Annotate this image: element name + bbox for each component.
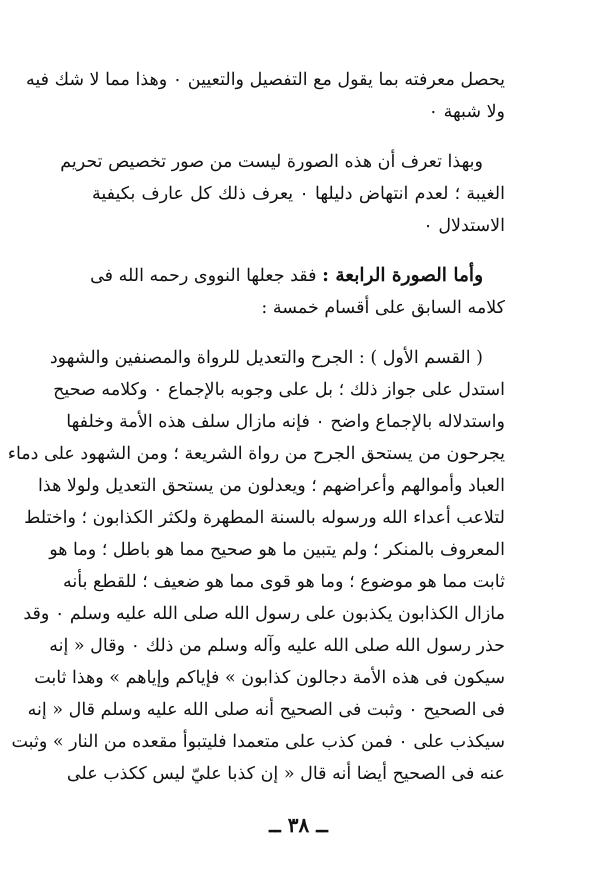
text-line: واستدلاله بالإجماع واضح ٠ فإنه مازال سلف هذه الأمة وخلفها [66, 412, 505, 432]
paragraph [60, 146, 505, 242]
text-line: كلامه السابق على أقسام خمسة : [261, 298, 505, 318]
paragraph [25, 64, 505, 128]
paragraph [7, 342, 505, 790]
page-body [7, 64, 505, 790]
section-heading: وأما الصورة الرابعة : [322, 265, 483, 286]
text-line: الاستدلال ٠ [423, 216, 505, 236]
page-number: ــ ٣٨ ــ [269, 813, 328, 837]
text-line: فى الصحيح ٠ وثبت فى الصحيح أنه صلى الله عليه وسلم قال « إنه [27, 700, 505, 720]
text-line: الغيبة ؛ لعدم انتهاض دليلها ٠ يعرف ذلك كل عارف بكيفية [92, 184, 505, 204]
text-line: وبهذا تعرف أن هذه الصورة ليست من صور تخصيص تحريم [60, 152, 483, 172]
text-line [92, 260, 505, 292]
text-line: يحصل معرفته بما يقول مع التفصيل والتعيين ٠ وهذا مما لا شك فيه [25, 70, 505, 90]
text-line: عنه فى الصحيح أيضا أنه قال « إن كذبا عليّ ليس ككذب على [66, 764, 505, 784]
inline-text: فقد جعلها النووى رحمه الله فى [90, 266, 317, 286]
text-line: ثابت مما هو موضوع ؛ وما هو قوى مما هو ضعيف ؛ للقطع بأنه [63, 572, 505, 592]
text-line: سيكون فى هذه الأمة دجالون كذابون » فإياكم وإياهم » وهذا ثابت [34, 668, 505, 688]
paragraph [92, 260, 505, 324]
text-line: سيكذب على ٠ فمن كذب على متعمدا فليتبوأ مقعده من النار » وثبت [11, 732, 505, 752]
text-line: المعروف بالمنكر ؛ ولم يتبين ما هو صحيح مما هو باطل ؛ وما هو [49, 540, 505, 560]
text-line: حذر رسول الله صلى الله عليه وآله وسلم من ذلك ٠ وقال « إنه [49, 636, 505, 656]
text-line: لتلاعب أعداء الله ورسوله بالسنة المطهرة ولكثر الكذابون ؛ واختلط [24, 508, 505, 528]
text-line: ولا شبهة ٠ [428, 102, 505, 122]
text-line: ( القسم الأول ) : الجرح والتعديل للرواة والمصنفين والشهود [49, 348, 483, 368]
text-line: استدل على جواز ذلك ؛ بل على وجوبه بالإجماع ٠ وكلامه صحيح [53, 380, 505, 400]
text-line: مازال الكذابون يكذبون على رسول الله صلى الله عليه وسلم ٠ وقد [23, 604, 505, 624]
text-line: العباد وأموالهم وأعراضهم ؛ ويعدلون من يستحق التعديل ولولا هذا [38, 476, 505, 496]
text-line: يجرحون من يستحق الجرح من رواة الشريعة ؛ ومن الشهود على دماء [7, 444, 505, 464]
